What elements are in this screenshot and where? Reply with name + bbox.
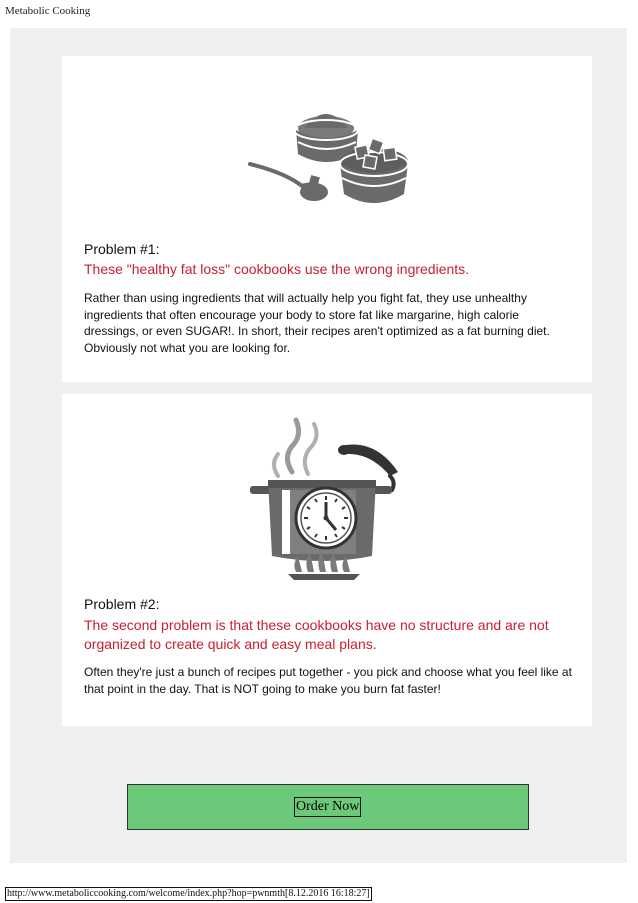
cooking-pot-clock-icon [240, 416, 410, 584]
problem-2-subtitle: The second problem is that these cookbooks have no structure and are not organized to create quick and easy meal plans. [84, 617, 549, 652]
problem-1-subtitle: These "healthy fat loss" cookbooks use the wrong ingredients. [84, 261, 470, 277]
problem-2-title: Problem #2: [84, 596, 160, 612]
footer-url[interactable]: http://www.metaboliccooking.com/welcome/index.php?hop=pwnmth[8.12.2016 16:18:27] [7, 888, 370, 899]
order-cta-bar [127, 784, 529, 830]
order-now-button[interactable]: Order Now [294, 797, 361, 817]
sugar-bowls-icon [244, 106, 414, 216]
problem-1-title: Problem #1: [84, 241, 160, 257]
problem-card-2 [62, 394, 592, 726]
problem-card-1 [62, 56, 592, 382]
page-title: Metabolic Cooking [5, 5, 91, 17]
content-background [10, 28, 627, 863]
problem-2-body: Often they're just a bunch of recipes put together - you pick and choose what you feel like at that point in the day. That is NOT going to make you burn fat faster! [84, 665, 572, 696]
problem-1-body: Rather than using ingredients that will actually help you fight fat, they use unhealthy ingredients that often encourage your body to store fat like margarine, high calorie dressings, or even SUGAR!. In short, their recipes aren't optimized as a fat burning diet. Obviously not what you are looking for. [84, 291, 550, 355]
